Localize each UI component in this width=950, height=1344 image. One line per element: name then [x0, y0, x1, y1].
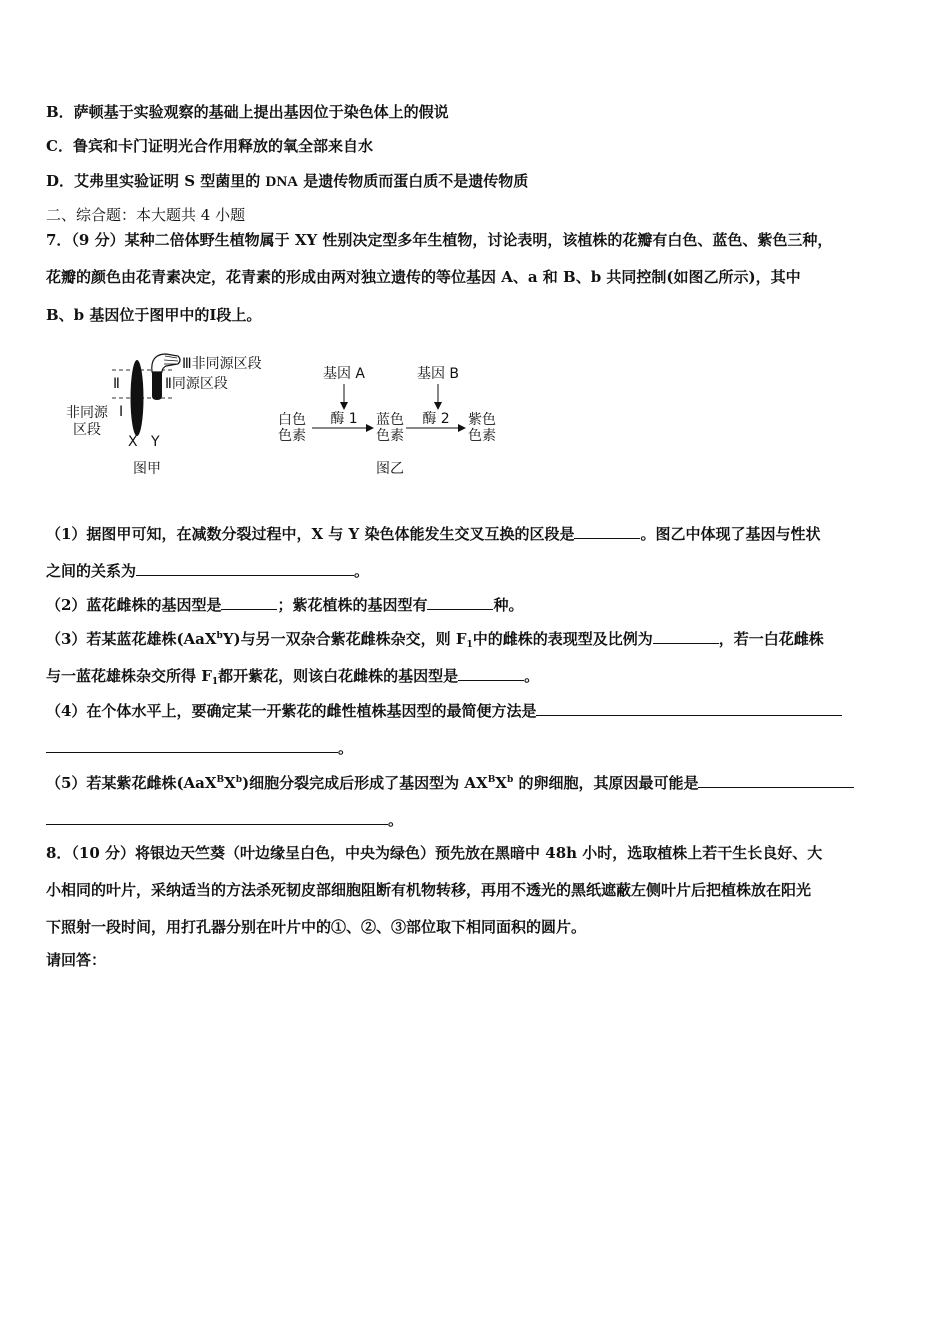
q7-sub3-blank1[interactable] [653, 628, 719, 644]
q7-sub1-line1 [46, 523, 820, 544]
q7-sub4-text-b: 。 [338, 739, 354, 757]
q7-sub3-sup: b [216, 631, 223, 641]
q7-sub3-blank2[interactable] [458, 665, 524, 681]
q7-sub5-sup1: B [216, 775, 225, 785]
label-nonhomologous-1: 非同源 [66, 405, 108, 421]
q7-sub1-text-b: 。图乙中体现了基因与性状 [640, 525, 821, 543]
q7-sub5-text-a2: X [224, 774, 236, 792]
arrow-gene-a-head [340, 402, 348, 410]
q7-stem-line3: B、b 基因位于图甲中的Ⅰ段上。 [46, 306, 262, 324]
q7-sub1-blank1[interactable] [574, 523, 640, 539]
option-c: C．鲁宾和卡门证明光合作用释放的氧全部来自水 [46, 137, 373, 155]
q7-sub2-text-c: 种。 [493, 596, 524, 614]
q7-sub3-text-c: ，若一白花雌株 [718, 630, 824, 648]
q7-sub3-text-e: 都开紫花，则该白花雌株的基因型是 [218, 667, 459, 685]
q7-stem-line1: 7．（9 分）某种二倍体野生植物属于 XY 性别决定型多年生植物，讨论表明，该植株的花瓣有白色、蓝色、紫色三种， [46, 231, 833, 249]
q7-sub1-blank2[interactable] [136, 560, 354, 576]
caption-fig-jia: 图甲 [133, 461, 161, 477]
option-b: B．萨顿基于实验观察的基础上提出基因位于染色体上的假说 [46, 103, 449, 121]
q7-sub5-sup3: B [487, 775, 496, 785]
q7-sub3-text-b: 中的雌株的表现型及比例为 [472, 630, 653, 648]
label-nonhomologous-2: 区段 [73, 422, 101, 438]
label-y-chromosome: Y [151, 434, 160, 450]
label-purple-2: 色素 [468, 428, 496, 444]
q7-sub5-text-a3: )细胞分裂完成后形成了基因型为 AX [242, 774, 488, 792]
label-enzyme-2: 酶 2 [422, 411, 450, 427]
q7-sub1-text-a: （1）据图甲可知，在减数分裂过程中，X 与 Y 染色体能发生交叉互换的区段是 [46, 525, 575, 543]
option-d-dna: DNA [265, 174, 299, 190]
q7-sub4-blank2[interactable] [46, 737, 338, 753]
label-gene-b: 基因 B [416, 366, 460, 382]
option-d-post: 是遗传物质而蛋白质不是遗传物质 [298, 172, 529, 190]
label-white-2: 色素 [278, 428, 306, 444]
q7-sub4-text-a: （4）在个体水平上，要确定某一开紫花的雌性植株基因型的最简便方法是 [46, 702, 537, 720]
q8-stem-line1: 8．（10 分）将银边天竺葵（叶边缘呈白色，中央为绿色）预先放在黑暗中 48h 小时，选取植株上若干生长良好、大 [46, 844, 823, 862]
q7-sub4-line2 [46, 737, 353, 758]
q8-prompt: 请回答： [46, 951, 107, 969]
label-purple-1: 紫色 [468, 412, 496, 428]
label-enzyme-1: 酶 1 [330, 411, 358, 427]
q7-sub3-text-d: 与一蓝花雄株杂交所得 F [46, 667, 212, 685]
q7-sub5-sup4: b [506, 775, 514, 785]
label-region-II-right: Ⅱ同源区段 [165, 376, 228, 392]
q8-stem-line2: 小相同的叶片，采纳适当的方法杀死韧皮部细胞阻断有机物转移，再用不透光的黑纸遮蔽左侧叶片后把植株放在阳光 [46, 881, 812, 899]
q7-sub1-text-c: 之间的关系为 [46, 562, 137, 580]
q7-sub4-blank1[interactable] [536, 700, 842, 716]
q7-sub3-line1 [46, 628, 824, 649]
q7-sub5-line1 [46, 772, 854, 793]
label-gene-a: 基因 A [322, 366, 366, 382]
q7-sub2-blank2[interactable] [427, 594, 493, 610]
q7-sub5-line2 [46, 809, 403, 830]
q7-sub5-sup2: b [235, 775, 243, 785]
y-chromosome-nonhomologous [152, 354, 180, 372]
q7-sub2 [46, 594, 523, 615]
q7-sub5-text-a: （5）若某紫花雌株(AaX [46, 774, 217, 792]
q7-sub5-text-b: 。 [388, 811, 404, 829]
label-region-III: Ⅲ非同源区段 [182, 356, 262, 372]
caption-fig-yi: 图乙 [376, 461, 404, 477]
q7-sub2-blank1[interactable] [221, 594, 277, 610]
arrow-gene-b-head [434, 402, 442, 410]
q7-stem-line2: 花瓣的颜色由花青素决定，花青素的形成由两对独立遗传的等位基因 A、a 和 B、b 共同控制(如图乙所示)，其中 [46, 268, 801, 286]
q7-sub5-text-a4: X [495, 774, 507, 792]
label-x-chromosome: X [128, 434, 138, 450]
q7-sub3-text-a: （3）若某蓝花雄株(AaX [46, 630, 217, 648]
option-d-pre: D．艾弗里实验证明 S 型菌里的 [46, 172, 266, 190]
q7-sub3-text-a2: Y)与另一双杂合紫花雌株杂交，则 F [222, 630, 467, 648]
x-chromosome [131, 360, 144, 436]
label-blue-1: 蓝色 [376, 412, 404, 428]
section-title: 二、综合题：本大题共 4 小题 [46, 206, 246, 224]
q7-sub2-text-b: ；紫花植株的基因型有 [277, 596, 428, 614]
q7-sub5-text-a5: 的卵细胞，其原因最可能是 [513, 774, 699, 792]
label-region-II-left: Ⅱ [113, 376, 120, 392]
y-chromosome-lower [152, 372, 162, 400]
q7-sub3-sub: 1 [466, 640, 473, 650]
q7-sub1-line2 [46, 560, 369, 581]
q7-sub5-blank2[interactable] [46, 809, 388, 825]
label-white-1: 白色 [278, 412, 306, 428]
q7-sub3-text-f: 。 [524, 667, 540, 685]
q7-sub2-text-a: （2）蓝花雌株的基因型是 [46, 596, 222, 614]
q7-sub3-line2 [46, 665, 539, 686]
label-blue-2: 色素 [376, 428, 404, 444]
q7-sub4-line1 [46, 700, 842, 721]
q8-stem-line3: 下照射一段时间，用打孔器分别在叶片中的①、②、③部位取下相同面积的圆片。 [46, 918, 587, 936]
q7-sub1-text-d: 。 [354, 562, 370, 580]
label-region-I: Ⅰ [119, 404, 124, 420]
q7-sub5-blank1[interactable] [698, 772, 854, 788]
q7-sub3-sub2: 1 [211, 677, 219, 687]
